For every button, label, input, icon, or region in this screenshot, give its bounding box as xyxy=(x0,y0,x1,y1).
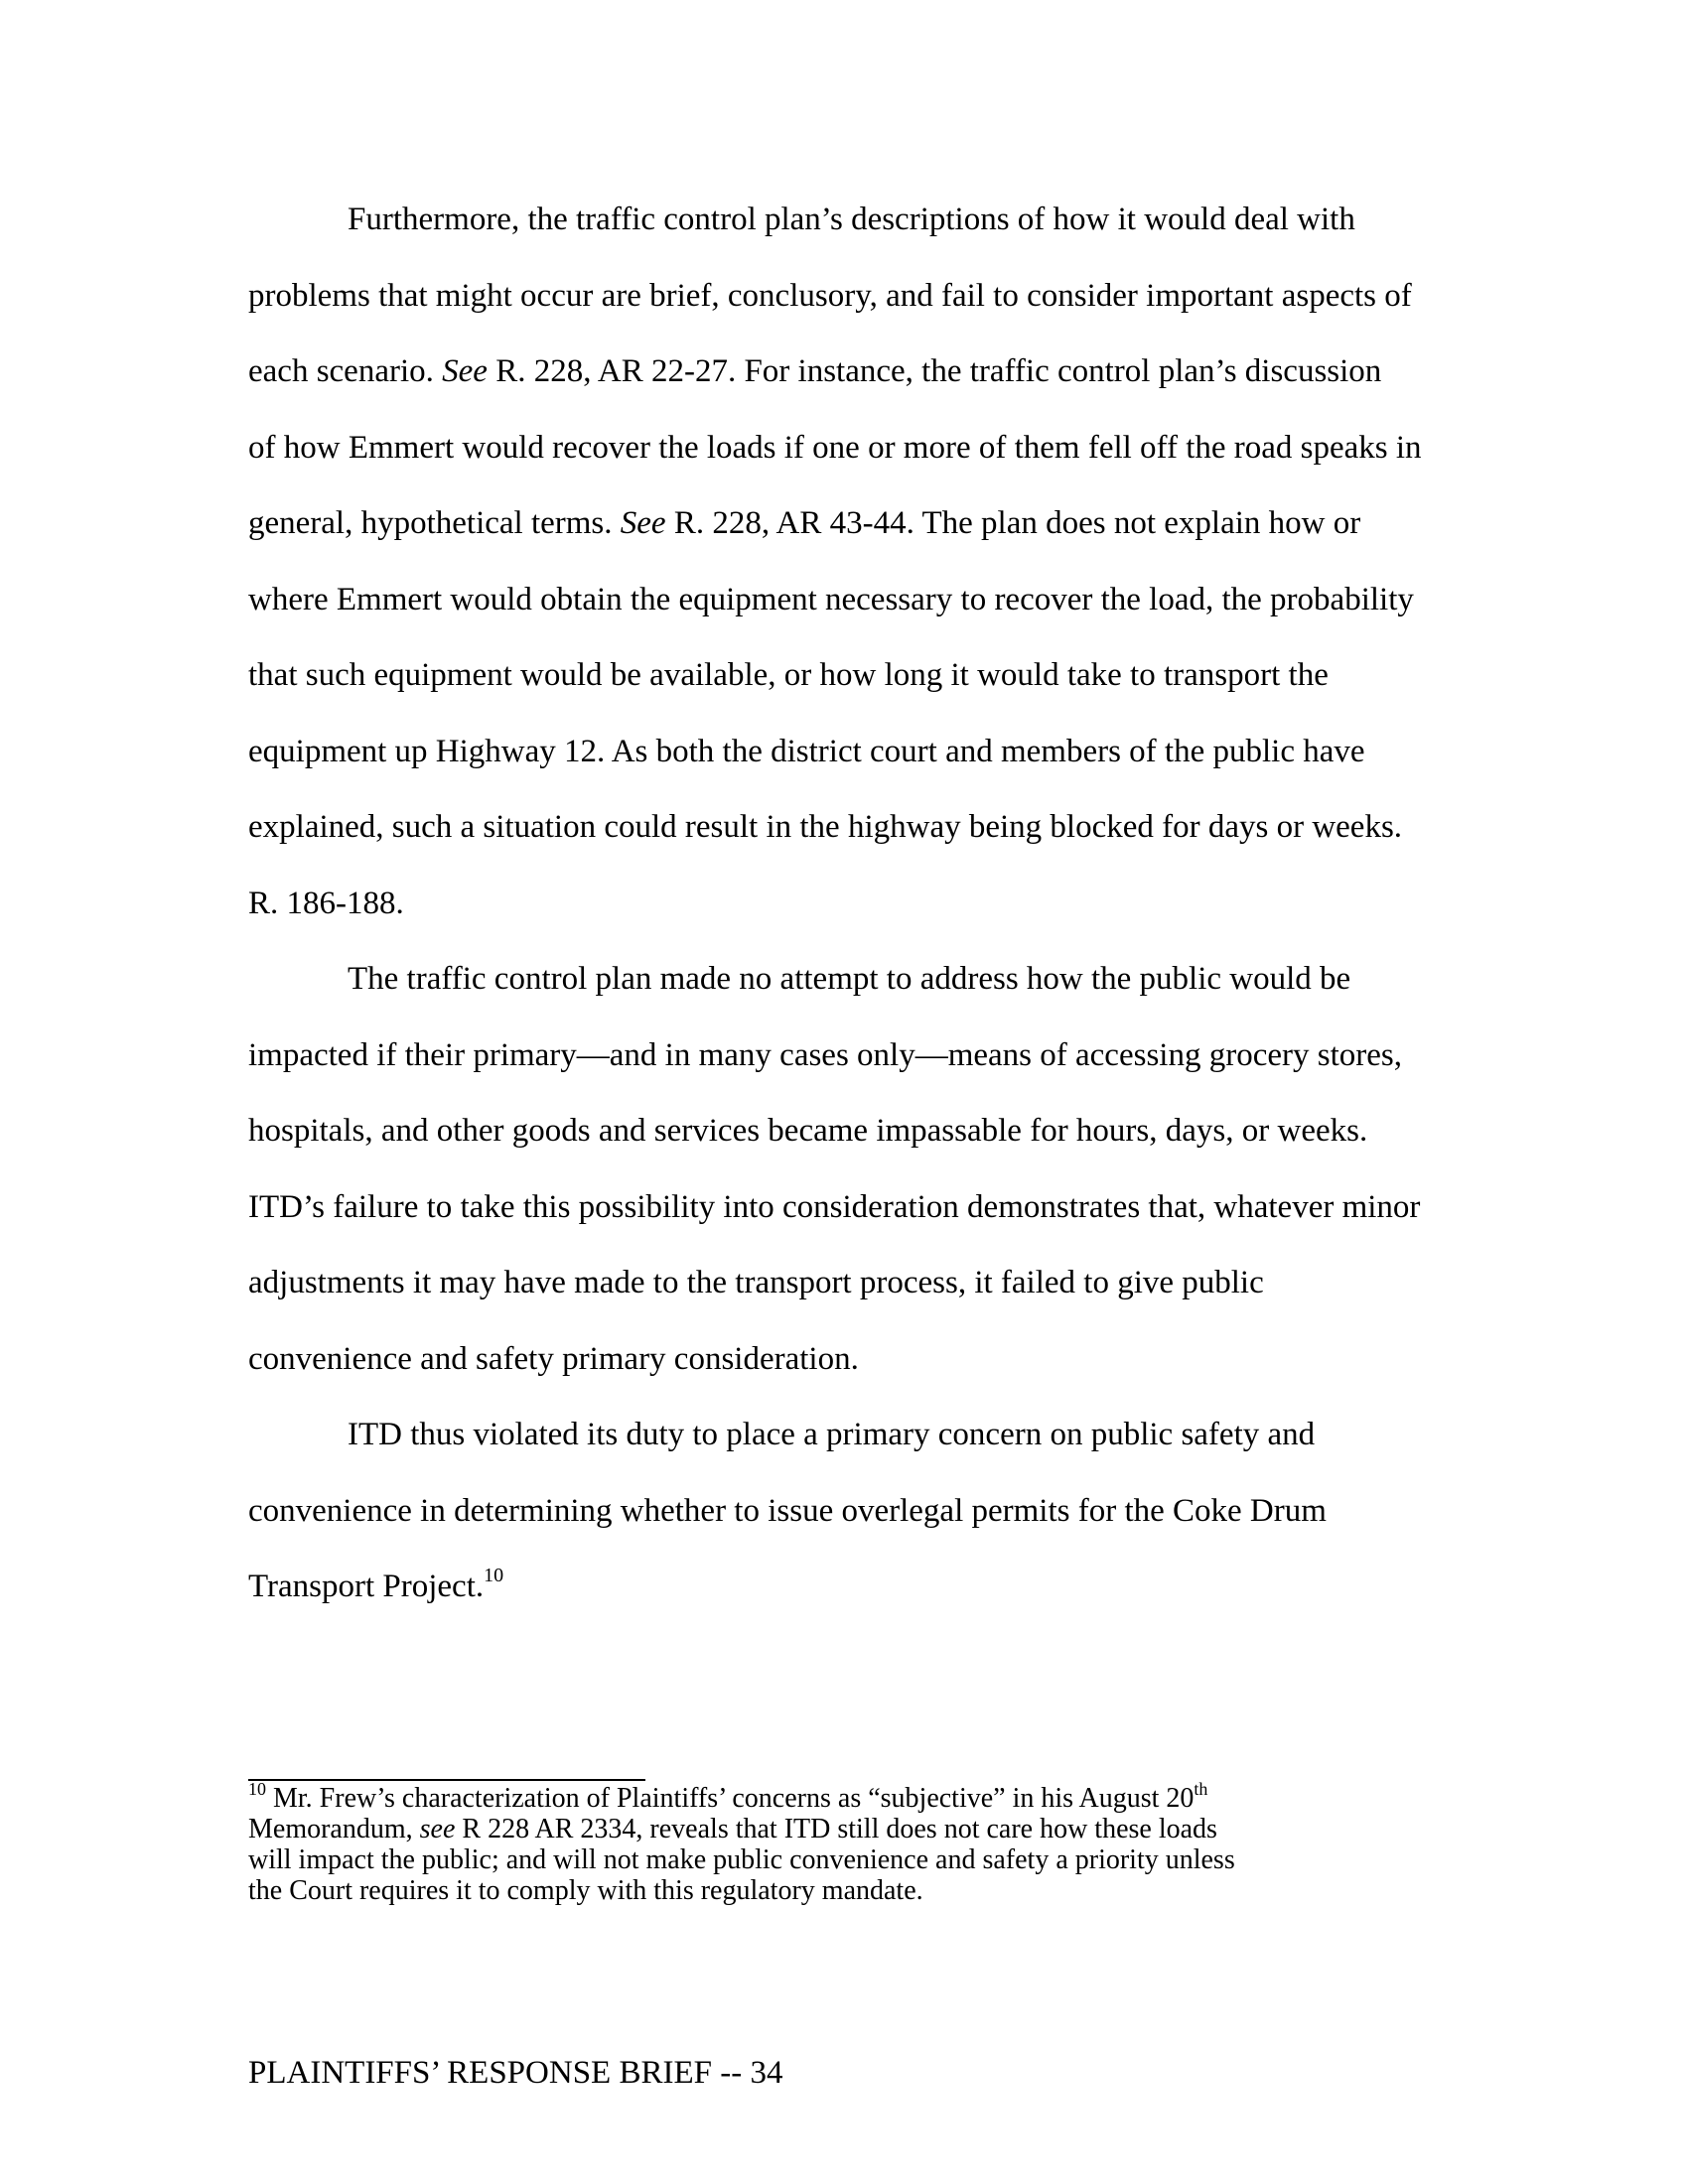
footnote-number: 10 xyxy=(248,1779,266,1799)
citation-signal: See xyxy=(442,353,488,389)
document-title: PLAINTIFFS’ RESPONSE BRIEF xyxy=(248,2055,712,2091)
ordinal-suffix: th xyxy=(1194,1779,1208,1799)
text-line: ITD thus violated its duty to place a primary concern on public safety and xyxy=(348,1417,1316,1452)
footnote-separator xyxy=(248,1779,645,1781)
page-number: 34 xyxy=(750,2055,783,2091)
text-line: explained, such a situation could result in the highway being blocked for days or weeks. xyxy=(248,809,1403,845)
text-line: each scenario. See R. 228, AR 22-27. For instance, the traffic control plan’s discussion xyxy=(248,353,1382,389)
text-line: Transport Project.$^{10}$ xyxy=(248,1565,504,1604)
footnote-10 xyxy=(248,1779,1440,1906)
text-line: impacted if their primary—and in many cases only—means of accessing grocery stores, xyxy=(248,1036,1402,1073)
paragraph-2 xyxy=(248,941,1440,1397)
text-line: equipment up Highway 12. As both the district court and members of the public have xyxy=(248,733,1365,769)
text-line: R. 186-188. xyxy=(248,885,404,921)
body-text xyxy=(248,182,1440,1625)
text-line: convenience and safety primary consideration. xyxy=(248,1340,859,1377)
citation-signal: see xyxy=(419,1814,456,1844)
footnote-line: Memorandum, see R 228 AR 2334, reveals that ITD still does not care how these loads xyxy=(248,1814,1217,1844)
text-line: The traffic control plan made no attempt to address how the public would be xyxy=(348,961,1351,997)
footnote-reference[interactable]: 10 xyxy=(484,1565,504,1586)
text-line: hospitals, and other goods and services became impassable for hours, days, or weeks. xyxy=(248,1113,1368,1149)
text-line: ITD’s failure to take this possibility into consideration demonstrates that, whatever minor xyxy=(248,1188,1421,1225)
page-footer xyxy=(248,2053,782,2093)
text-line: of how Emmert would recover the loads if one or more of them fell off the road speaks in xyxy=(248,429,1422,466)
text-line: general, hypothetical terms. See R. 228, AR 43-44. The plan does not explain how or xyxy=(248,505,1361,541)
text-line: that such equipment would be available, or how long it would take to transport the xyxy=(248,657,1329,693)
text-line: adjustments it may have made to the transport process, it failed to give public xyxy=(248,1265,1264,1300)
text-line: where Emmert would obtain the equipment necessary to recover the load, the probability xyxy=(248,581,1414,617)
paragraph-1 xyxy=(248,182,1440,941)
text-line: problems that might occur are brief, conclusory, and fail to consider important aspects of xyxy=(248,277,1412,314)
footnote-line: $^{10}$ Mr. Frew’s characterization of Plaintiffs’ concerns as “subjective” in his August 20th xyxy=(248,1779,1208,1814)
footnote-line: the Court requires it to comply with this regulatory mandate. xyxy=(248,1875,923,1906)
footnote-line: will impact the public; and will not make public convenience and safety a priority unless xyxy=(248,1844,1235,1875)
paragraph-3 xyxy=(248,1397,1440,1625)
text-line: convenience in determining whether to issue overlegal permits for the Coke Drum xyxy=(248,1492,1327,1529)
citation-signal: See xyxy=(620,505,666,541)
text-line: Furthermore, the traffic control plan’s descriptions of how it would deal with xyxy=(348,202,1355,237)
footer-separator: -- xyxy=(711,2055,751,2091)
